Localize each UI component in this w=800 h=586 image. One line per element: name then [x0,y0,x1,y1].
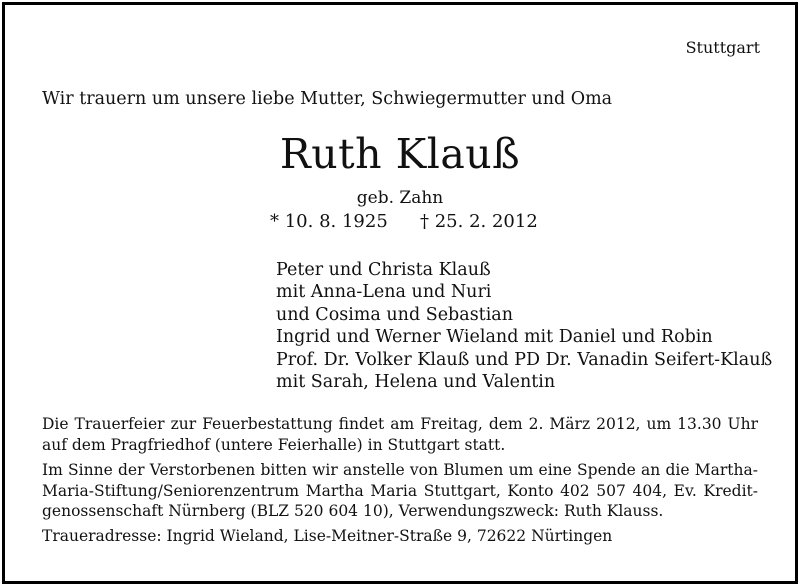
mourner-line: Ingrid und Werner Wieland mit Daniel und Robin [276,327,713,348]
deceased-name: Ruth Klauß [279,130,521,178]
location-label: Stuttgart [685,38,760,57]
mourner-line: mit Anna-Lena und Nuri [276,282,492,303]
mourner-line: und Cosima und Sebastian [276,304,514,325]
funeral-info: Die Trauerfeier zur Feuerbestattung findet am Freitag, dem 2. März 2012, um 13.30 Uhr auf dem Pragfriedhof (untere Feierhalle) in Stuttgart statt. [42,415,758,454]
intro-line: Wir trauern um unsere liebe Mutter, Schwiegermutter und Oma [42,89,613,109]
mourner-line: mit Sarah, Helena und Valentin [276,372,556,393]
mourner-line: Prof. Dr. Volker Klauß und PD Dr. Vanadin Seifert-Klauß [276,349,773,370]
mourners-list [276,259,772,393]
donation-info: Im Sinne der Verstorbenen bitten wir anstelle von Blumen um eine Spende an die Martha-Maria-Stiftung/Seniorenzentrum Martha Maria Stuttgart, Konto 402 507 404, Ev. Kredit-genossenschaft Nürnberg (BLZ 520 604 10), Verwendungszweck: Ruth Klauss. [42,461,758,520]
death-date: † 25. 2. 2012 [420,211,538,232]
mourner-line: Peter und Christa Klauß [276,260,491,280]
birth-date: * 10. 8. 1925 [270,211,388,232]
mourning-address: Traueradresse: Ingrid Wieland, Lise-Meitner-Straße 9, 72622 Nürtingen [42,527,613,545]
maiden-name: geb. Zahn [356,188,444,208]
